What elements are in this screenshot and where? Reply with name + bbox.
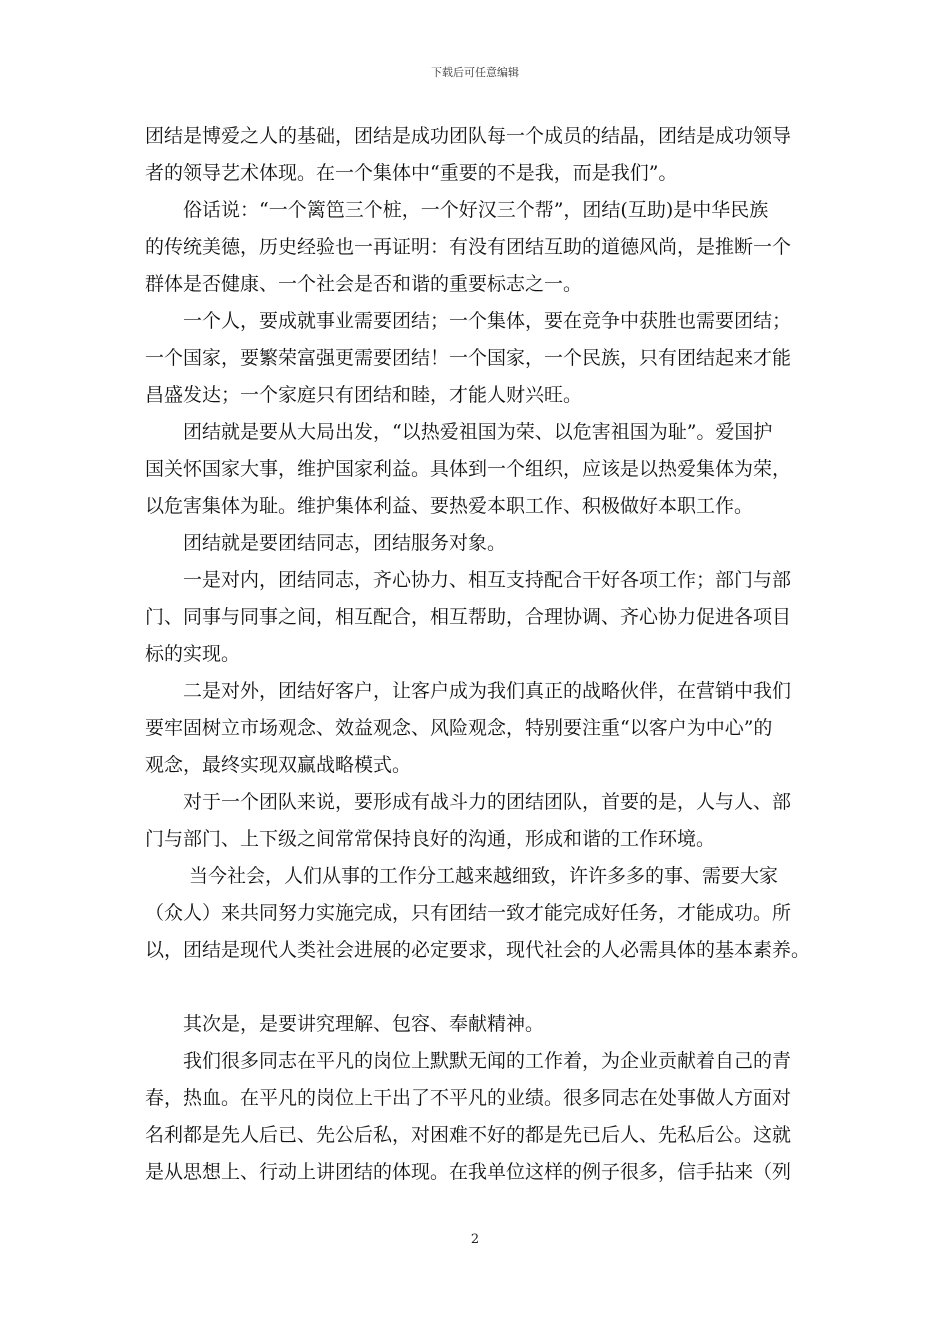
text-line: 是从思想上、行动上讲团结的体现。在我单位这样的例子很多，信手拈来（列	[145, 1161, 792, 1183]
text-line: 昌盛发达；一个家庭只有团结和睦，才能人财兴旺。	[145, 384, 583, 406]
page-header: 下载后可任意编辑	[431, 66, 519, 79]
text-line: 我们很多同志在平凡的岗位上默默无闻的工作着，为企业贡献着自己的青	[183, 1050, 792, 1072]
text-line: 门与部门、上下级之间常常保持良好的沟通，形成和谐的工作环境。	[145, 828, 716, 850]
page-number: 2	[470, 1232, 480, 1247]
text-line: 标的实现。	[145, 643, 241, 665]
text-line: 观念，最终实现双赢战略模式。	[145, 754, 412, 776]
text-line: 以危害集体为耻。维护集体利益、要热爱本职工作、积极做好本职工作。	[145, 495, 754, 517]
text-line: 要牢固树立市场观念、效益观念、风险观念，特别要注重“以客户为中心”的	[145, 717, 773, 739]
text-line: 其次是，是要讲究理解、包容、奉献精神。	[183, 1013, 545, 1035]
text-line: 门、同事与同事之间，相互配合，相互帮助，合理协调、齐心协力促进各项目	[145, 606, 792, 628]
text-line: 团结就是要团结同志，团结服务对象。	[183, 532, 507, 554]
document-body	[145, 118, 810, 1191]
text-line: 春，热血。在平凡的岗位上干出了不平凡的业绩。很多同志在处事做人方面对	[145, 1087, 792, 1109]
text-line: 一是对内，团结同志，齐心协力、相互支持配合干好各项工作；部门与部	[183, 569, 792, 591]
text-line: 国关怀国家大事，维护国家利益。具体到一个组织，应该是以热爱集体为荣，	[145, 458, 792, 480]
text-line: 群体是否健康、一个社会是否和谐的重要标志之一。	[145, 273, 583, 295]
text-line: 一个国家，要繁荣富强更需要团结！一个国家，一个民族，只有团结起来才能	[145, 347, 792, 369]
text-line: 二是对外，团结好客户，让客户成为我们真正的战略伙伴，在营销中我们	[183, 680, 792, 702]
text-line: 名利都是先人后已、先公后私，对困难不好的都是先已后人、先私后公。这就	[145, 1124, 792, 1146]
paragraph-gap	[145, 969, 810, 1006]
text-line: （众人）来共同努力实施完成，只有团结一致才能完成好任务，才能成功。所	[145, 902, 792, 924]
text-line: 者的领导艺术体现。在一个集体中“重要的不是我，而是我们”。	[145, 162, 678, 184]
text-line: 俗话说：“一个篱笆三个桩，一个好汉三个帮”，团结(互助)是中华民族	[183, 199, 769, 221]
text-line: 一个人，要成就事业需要团结；一个集体，要在竞争中获胜也需要团结；	[183, 310, 792, 332]
text-line: 的传统美德，历史经验也一再证明：有没有团结互助的道德风尚，是推断一个	[145, 236, 792, 258]
text-line: 对于一个团队来说，要形成有战斗力的团结团队，首要的是，人与人、部	[183, 791, 792, 813]
text-line: 当今社会，人们从事的工作分工越来越细致，许许多多的事、需要大家	[189, 865, 779, 887]
text-line: 以，团结是现代人类社会进展的必定要求，现代社会的人必需具体的基本素养。	[145, 939, 810, 961]
text-line: 团结就是要从大局出发，“以热爱祖国为荣、以危害祖国为耻”。爱国护	[183, 421, 773, 443]
text-line: 团结是博爱之人的基础，团结是成功团队每一个成员的结晶，团结是成功领导	[145, 125, 792, 147]
